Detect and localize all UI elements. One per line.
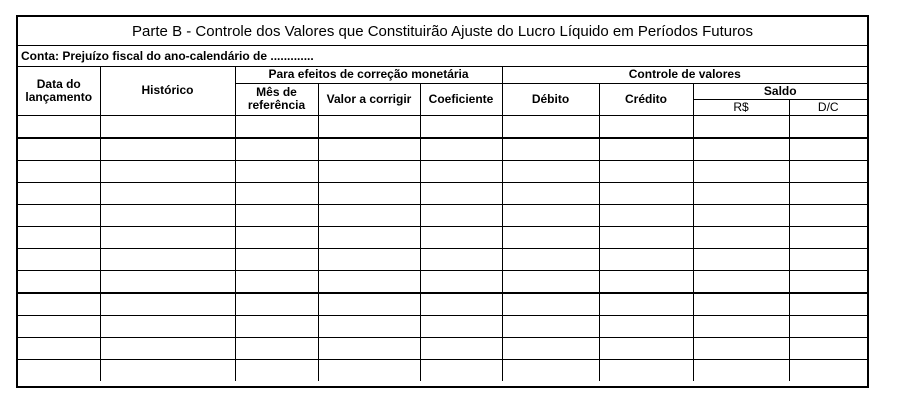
cell[interactable] (318, 115, 420, 138)
table-row (18, 115, 867, 138)
conta-label: Conta: Prejuízo fiscal do ano-calendário de ............. (18, 45, 867, 67)
header-historico: Histórico (100, 67, 235, 115)
table-row (18, 270, 867, 293)
cell[interactable] (599, 204, 693, 226)
cell[interactable] (18, 315, 100, 337)
cell[interactable] (318, 138, 420, 161)
table-row (18, 293, 867, 316)
cell[interactable] (18, 270, 100, 293)
cell[interactable] (235, 115, 318, 138)
cell[interactable] (318, 226, 420, 248)
table-row (18, 138, 867, 161)
table-row (18, 182, 867, 204)
cell[interactable] (318, 182, 420, 204)
cell[interactable] (599, 270, 693, 293)
form-title: Parte B - Controle dos Valores que Constituirão Ajuste do Lucro Líquido em Períodos Futuros (18, 17, 867, 46)
cell[interactable] (18, 182, 100, 204)
cell[interactable] (100, 248, 235, 270)
cell[interactable] (693, 182, 789, 204)
cell[interactable] (693, 270, 789, 293)
cell[interactable] (318, 160, 420, 182)
header-mes-referencia: Mês de referência (235, 83, 318, 115)
cell[interactable] (502, 138, 599, 161)
header-coeficiente: Coeficiente (420, 83, 502, 115)
cell[interactable] (18, 115, 100, 138)
table-row (18, 160, 867, 182)
cell[interactable] (100, 160, 235, 182)
cell[interactable] (235, 226, 318, 248)
cell[interactable] (789, 160, 867, 182)
cell[interactable] (235, 204, 318, 226)
cell[interactable] (235, 138, 318, 161)
cell[interactable] (693, 337, 789, 359)
cell[interactable] (318, 248, 420, 270)
cell[interactable] (420, 248, 502, 270)
cell[interactable] (789, 337, 867, 359)
cell[interactable] (318, 337, 420, 359)
header-data-lancamento: Data do lançamento (18, 67, 100, 115)
cell[interactable] (235, 248, 318, 270)
cell[interactable] (100, 204, 235, 226)
cell[interactable] (18, 226, 100, 248)
header-rs: R$ (693, 99, 789, 115)
cell[interactable] (420, 226, 502, 248)
cell[interactable] (693, 138, 789, 161)
cell[interactable] (502, 160, 599, 182)
cell[interactable] (318, 359, 420, 381)
form-frame (16, 15, 869, 388)
cell[interactable] (18, 293, 100, 316)
cell[interactable] (100, 359, 235, 381)
cell[interactable] (100, 270, 235, 293)
cell[interactable] (789, 182, 867, 204)
cell[interactable] (235, 182, 318, 204)
cell[interactable] (18, 138, 100, 161)
cell[interactable] (502, 182, 599, 204)
cell[interactable] (18, 204, 100, 226)
cell[interactable] (100, 182, 235, 204)
table-row (18, 315, 867, 337)
cell[interactable] (789, 248, 867, 270)
cell[interactable] (789, 204, 867, 226)
cell[interactable] (789, 226, 867, 248)
table-row (18, 204, 867, 226)
cell[interactable] (789, 115, 867, 138)
table-row (18, 226, 867, 248)
header-credito: Crédito (599, 83, 693, 115)
cell[interactable] (318, 270, 420, 293)
header-controle-group: Controle de valores (502, 67, 867, 83)
cell[interactable] (100, 315, 235, 337)
cell[interactable] (100, 226, 235, 248)
cell[interactable] (502, 226, 599, 248)
cell[interactable] (693, 160, 789, 182)
cell[interactable] (318, 204, 420, 226)
cell[interactable] (693, 226, 789, 248)
table-row (18, 248, 867, 270)
cell[interactable] (599, 138, 693, 161)
cell[interactable] (18, 248, 100, 270)
cell[interactable] (100, 138, 235, 161)
cell[interactable] (789, 359, 867, 381)
cell[interactable] (502, 315, 599, 337)
cell[interactable] (502, 270, 599, 293)
cell[interactable] (318, 315, 420, 337)
cell[interactable] (318, 293, 420, 316)
cell[interactable] (235, 359, 318, 381)
cell[interactable] (420, 359, 502, 381)
cell[interactable] (693, 204, 789, 226)
cell[interactable] (18, 359, 100, 381)
cell[interactable] (420, 293, 502, 316)
cell[interactable] (420, 160, 502, 182)
cell[interactable] (420, 138, 502, 161)
cell[interactable] (235, 337, 318, 359)
cell[interactable] (420, 270, 502, 293)
cell[interactable] (235, 315, 318, 337)
cell[interactable] (599, 226, 693, 248)
cell[interactable] (599, 115, 693, 138)
cell[interactable] (789, 293, 867, 316)
cell[interactable] (599, 182, 693, 204)
header-valor-corrigir: Valor a corrigir (318, 83, 420, 115)
header-saldo: Saldo (693, 83, 867, 99)
control-table (18, 67, 867, 381)
cell[interactable] (18, 160, 100, 182)
cell[interactable] (502, 359, 599, 381)
cell[interactable] (420, 182, 502, 204)
cell[interactable] (693, 359, 789, 381)
cell[interactable] (599, 359, 693, 381)
cell[interactable] (502, 115, 599, 138)
cell[interactable] (693, 293, 789, 316)
cell[interactable] (502, 337, 599, 359)
cell[interactable] (599, 315, 693, 337)
header-dc: D/C (789, 99, 867, 115)
table-row (18, 337, 867, 359)
cell[interactable] (100, 337, 235, 359)
cell[interactable] (599, 160, 693, 182)
cell[interactable] (18, 337, 100, 359)
cell[interactable] (789, 315, 867, 337)
cell[interactable] (693, 115, 789, 138)
cell[interactable] (599, 293, 693, 316)
cell[interactable] (693, 315, 789, 337)
cell[interactable] (420, 115, 502, 138)
table-row (18, 359, 867, 381)
cell[interactable] (420, 337, 502, 359)
cell[interactable] (100, 293, 235, 316)
cell[interactable] (502, 248, 599, 270)
cell[interactable] (502, 204, 599, 226)
cell[interactable] (693, 248, 789, 270)
cell[interactable] (599, 248, 693, 270)
cell[interactable] (599, 337, 693, 359)
cell[interactable] (789, 270, 867, 293)
cell[interactable] (100, 115, 235, 138)
cell[interactable] (235, 270, 318, 293)
cell[interactable] (235, 160, 318, 182)
cell[interactable] (420, 204, 502, 226)
cell[interactable] (502, 293, 599, 316)
cell[interactable] (420, 315, 502, 337)
cell[interactable] (235, 293, 318, 316)
header-debito: Débito (502, 83, 599, 115)
header-correcao-group: Para efeitos de correção monetária (235, 67, 502, 83)
cell[interactable] (789, 138, 867, 161)
